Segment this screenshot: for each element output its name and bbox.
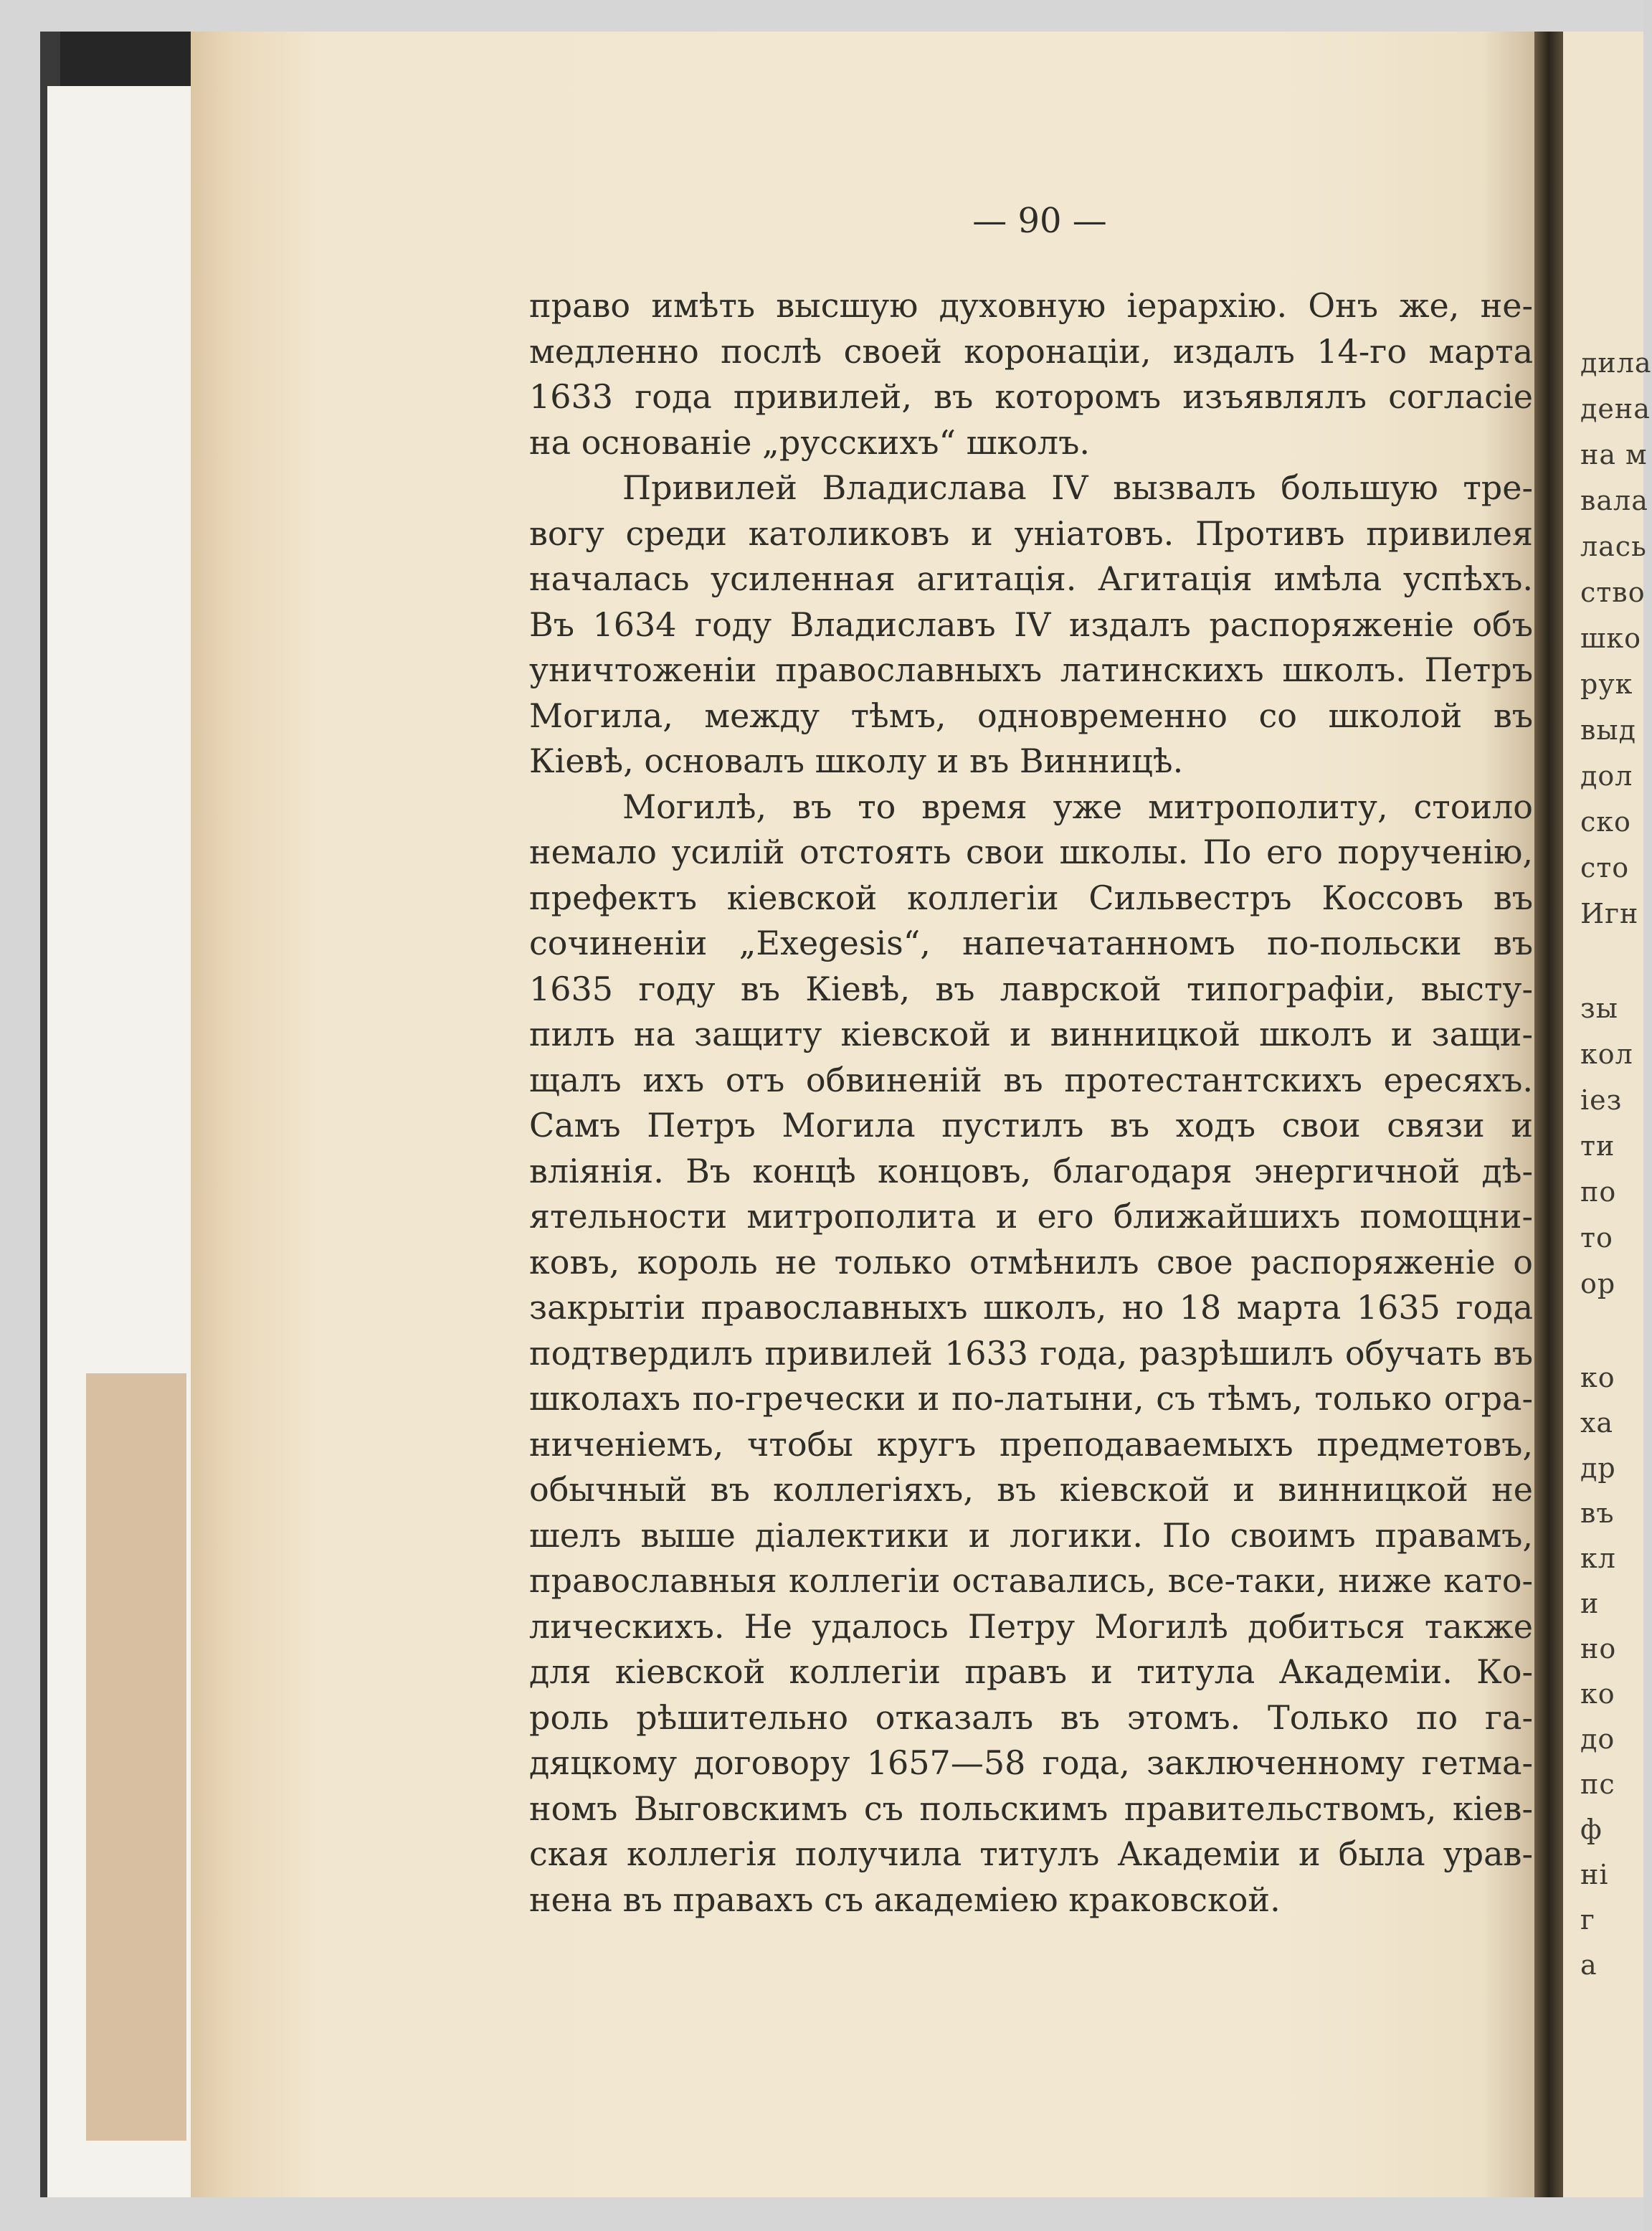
next-page-text: выд bbox=[1580, 714, 1637, 746]
text-line: лическихъ. Не удалось Петру Могилѣ добиться также bbox=[529, 1606, 1533, 1646]
text-line: медленно послѣ своей коронаціи, издалъ 14-го марта bbox=[529, 331, 1533, 371]
next-page-text: то bbox=[1580, 1222, 1613, 1254]
next-page-text: Игн bbox=[1580, 898, 1639, 929]
next-page-text: по bbox=[1580, 1176, 1617, 1208]
next-page-text: зы bbox=[1580, 993, 1618, 1024]
text-line: для кіевской коллегіи правъ и титула Академіи. Ко- bbox=[529, 1652, 1533, 1691]
next-page-text: дол bbox=[1580, 760, 1633, 792]
next-page-text: и bbox=[1580, 1588, 1600, 1619]
text-line: пилъ на защиту кіевской и винницкой школъ и защи- bbox=[529, 1015, 1533, 1053]
page-number: — 90 — bbox=[972, 201, 1107, 241]
next-page-text: кол bbox=[1580, 1038, 1633, 1070]
text-line: роль рѣшительно отказалъ въ этомъ. Только по га- bbox=[529, 1697, 1533, 1737]
next-page-text: шко bbox=[1580, 622, 1641, 654]
next-page-text: лась bbox=[1580, 531, 1647, 562]
text-line: вліянія. Въ концѣ концовъ, благодаря энергичной дѣ- bbox=[529, 1151, 1533, 1190]
next-page-text: рук bbox=[1580, 668, 1633, 700]
next-page-text: кл bbox=[1580, 1543, 1616, 1574]
next-page-text: ор bbox=[1580, 1268, 1616, 1299]
text-line: началась усиленная агитація. Агитація имѣла успѣхъ. bbox=[529, 559, 1533, 598]
text-line: 1635 году въ Кіевѣ, въ лаврской типографіи, высту- bbox=[529, 969, 1533, 1008]
next-page-text: ха bbox=[1580, 1407, 1614, 1439]
text-line: Могилѣ, въ то время уже митрополиту, стоило bbox=[622, 787, 1533, 826]
paper-insert-strip bbox=[86, 1373, 186, 2141]
next-page-text: но bbox=[1580, 1633, 1617, 1664]
text-line: сочиненіи „Exegesis“, напечатанномъ по-польски въ bbox=[529, 924, 1533, 962]
text-line: на основаніе „русскихъ“ школъ. bbox=[529, 422, 1090, 462]
text-line: дяцкому договору 1657—58 года, заключенному гетма- bbox=[529, 1743, 1533, 1782]
text-line: обычный въ коллегіяхъ, въ кіевской и винницкой не bbox=[529, 1470, 1533, 1509]
body-text bbox=[529, 283, 1533, 1923]
next-page-fragment bbox=[1563, 32, 1652, 2197]
text-line: Привилей Владислава IV вызвалъ большую тре- bbox=[622, 468, 1533, 507]
text-line: ская коллегія получила титулъ Академіи и была урав- bbox=[529, 1834, 1533, 1873]
next-page-text: дена bbox=[1580, 393, 1651, 425]
text-line: Кіевѣ, основалъ школу и въ Винницѣ. bbox=[529, 742, 1184, 780]
next-page-text: ко bbox=[1580, 1362, 1615, 1393]
text-line: православныя коллегіи оставались, все-таки, ниже като- bbox=[529, 1561, 1533, 1600]
text-line: шелъ выше діалектики и логики. По своимъ правамъ, bbox=[529, 1515, 1533, 1555]
next-page-text: пс bbox=[1580, 1768, 1615, 1800]
text-line: школахъ по-гречески и по-латыни, съ тѣмъ, только огра- bbox=[529, 1379, 1533, 1418]
text-line: ковъ, король не только отмѣнилъ свое распоряженіе о bbox=[529, 1242, 1533, 1282]
text-line: 1633 года привилей, въ которомъ изъявлялъ согласіе bbox=[529, 377, 1533, 416]
next-page-text: дила bbox=[1580, 347, 1652, 379]
next-page-text: г bbox=[1580, 1904, 1595, 1936]
next-page-text: ство bbox=[1580, 577, 1646, 608]
next-page-text: а bbox=[1580, 1949, 1598, 1981]
next-page-text: ф bbox=[1580, 1814, 1603, 1845]
next-page-text: вала bbox=[1580, 485, 1648, 516]
next-page-text: до bbox=[1580, 1723, 1615, 1755]
next-page-text: іез bbox=[1580, 1084, 1623, 1116]
next-page-text: на м bbox=[1580, 439, 1648, 470]
book-gutter bbox=[1534, 32, 1563, 2197]
next-page-text: ко bbox=[1580, 1678, 1615, 1710]
text-line: Въ 1634 году Владиславъ IV издалъ распоряженіе объ bbox=[529, 605, 1533, 644]
text-line: ятельности митрополита и его ближайшихъ помощни- bbox=[529, 1197, 1533, 1236]
text-line: подтвердилъ привилей 1633 года, разрѣшилъ обучать въ bbox=[529, 1333, 1533, 1373]
next-page-text: ні bbox=[1580, 1859, 1609, 1890]
next-page-text: сто bbox=[1580, 852, 1630, 884]
next-page-text: др bbox=[1580, 1452, 1616, 1484]
text-line: номъ Выговскимъ съ польскимъ правительствомъ, кіев- bbox=[529, 1789, 1533, 1828]
text-line: право имѣть высшую духовную іерархію. Онъ же, не- bbox=[529, 286, 1533, 325]
text-line: Самъ Петръ Могила пустилъ въ ходъ свои связи и bbox=[529, 1106, 1533, 1145]
next-page-text: ти bbox=[1580, 1130, 1615, 1162]
text-line: ниченіемъ, чтобы кругъ преподаваемыхъ предметовъ, bbox=[529, 1424, 1533, 1464]
text-line: щалъ ихъ отъ обвиненій въ протестантскихъ ересяхъ. bbox=[529, 1060, 1533, 1099]
text-line: нена въ правахъ съ академіею краковской. bbox=[529, 1880, 1281, 1919]
text-line: Могила, между тѣмъ, одновременно со школой въ bbox=[529, 696, 1533, 735]
text-line: уничтоженіи православныхъ латинскихъ школъ. Петръ bbox=[529, 650, 1533, 689]
text-line: префектъ кіевской коллегіи Сильвестръ Коссовъ въ bbox=[529, 878, 1533, 917]
text-line: закрытіи православныхъ школъ, но 18 марта 1635 года bbox=[529, 1288, 1533, 1327]
next-page-text: въ bbox=[1580, 1497, 1615, 1529]
text-line: немало усилій отстоять свои школы. По его порученію, bbox=[529, 833, 1533, 871]
next-page-text: ско bbox=[1580, 806, 1631, 838]
text-line: вогу среди католиковъ и уніатовъ. Противъ привилея bbox=[529, 513, 1533, 553]
